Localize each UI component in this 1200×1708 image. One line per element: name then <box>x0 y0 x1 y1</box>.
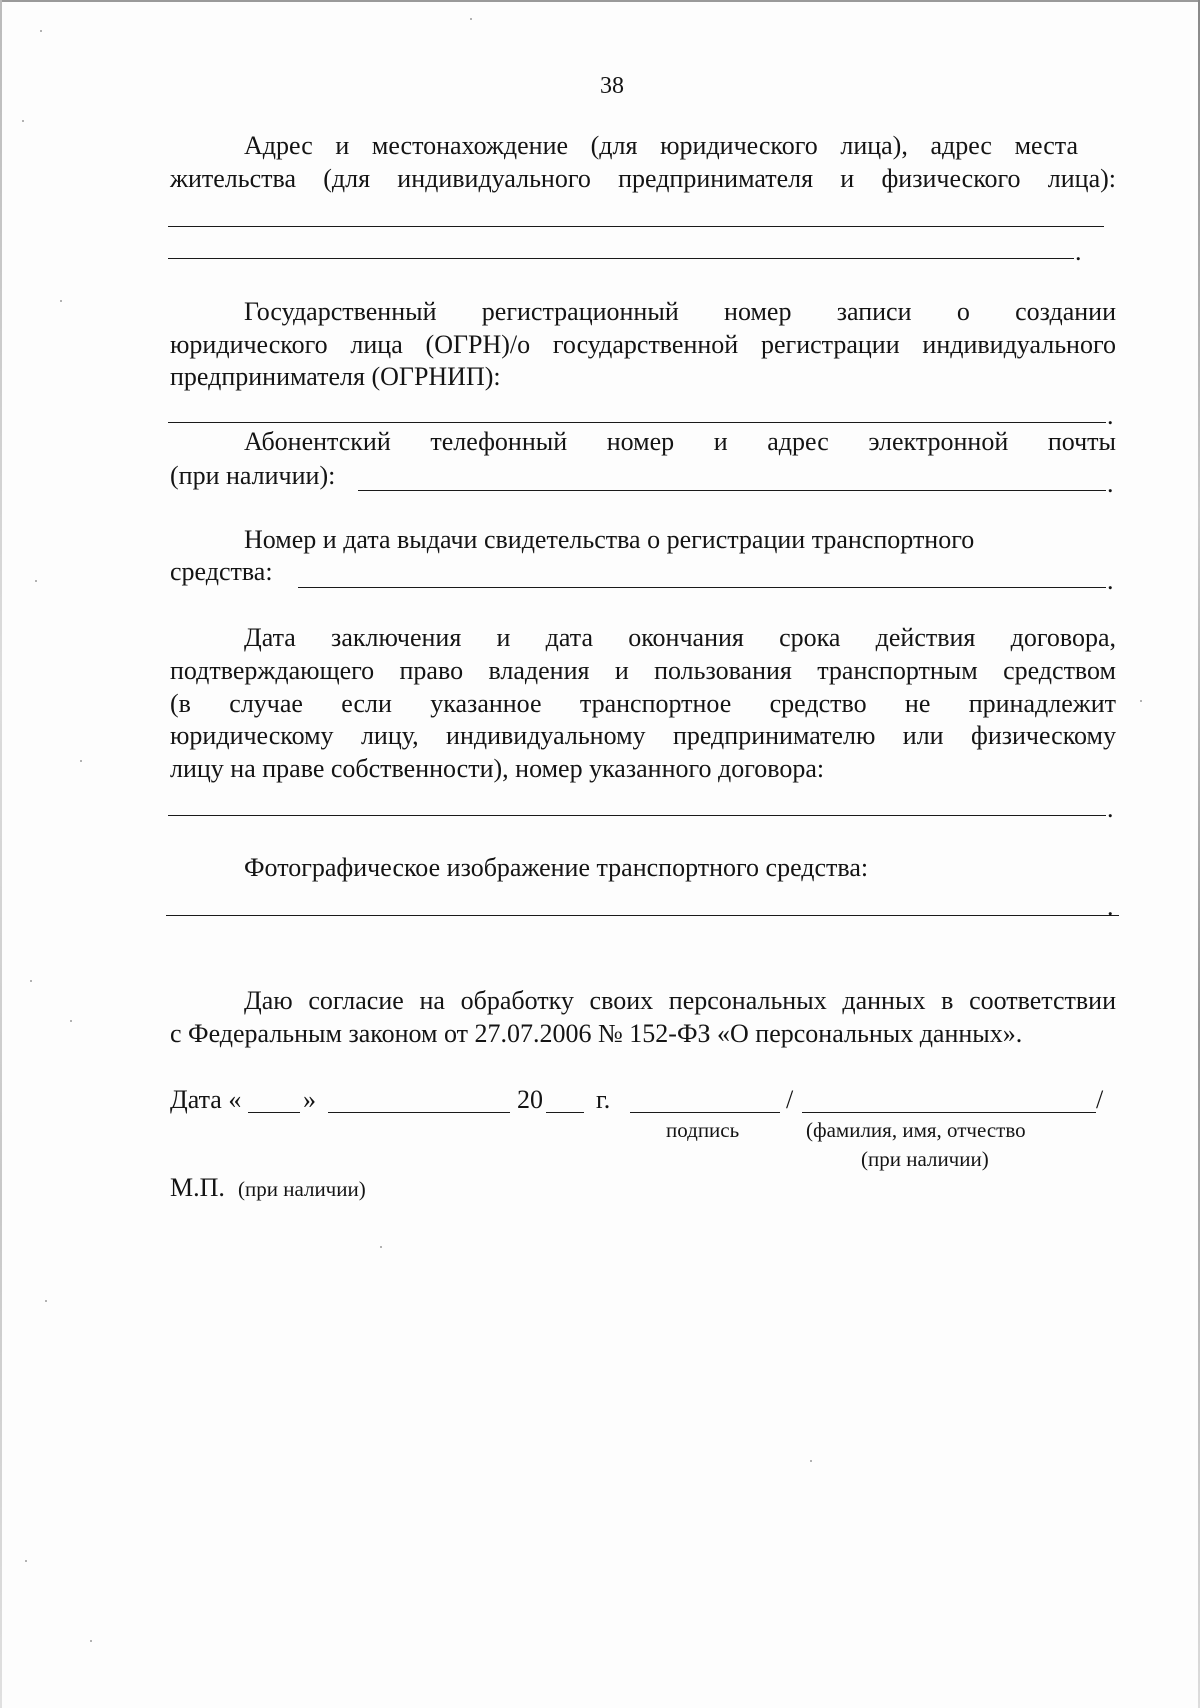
scan-edge <box>0 0 2 1708</box>
contract-line-2: подтверждающего право владения и пользования транспортным средством <box>170 656 1116 685</box>
date-quote-close: » <box>303 1085 316 1114</box>
address-field-2[interactable] <box>168 258 1074 259</box>
scan-speck <box>40 30 42 32</box>
registration-line-1: Номер и дата выдачи свидетельства о регистрации транспортного <box>244 525 975 554</box>
scan-speck <box>30 980 32 982</box>
scan-speck <box>60 300 62 302</box>
year-suffix: г. <box>596 1085 611 1114</box>
field-terminator: . <box>1107 794 1114 823</box>
scan-speck <box>45 1300 47 1302</box>
date-label: Дата « <box>170 1085 242 1114</box>
date-year-field[interactable] <box>546 1112 584 1113</box>
year-prefix: 20 <box>517 1085 543 1114</box>
contract-line-3: (в случае если указанное транспортное средство не принадлежит <box>170 689 1116 718</box>
phone-line-2: (при наличии): <box>170 461 336 490</box>
slash-separator: / <box>1096 1085 1104 1114</box>
slash-separator: / <box>786 1085 794 1114</box>
signature-caption: подпись <box>666 1118 740 1142</box>
stamp-label: М.П. <box>170 1173 225 1202</box>
scan-speck <box>810 1460 812 1462</box>
registration-field[interactable] <box>298 587 1106 588</box>
full-name-field[interactable] <box>802 1112 1096 1113</box>
address-line-1: Адрес и местонахождение (для юридического лица), адрес места <box>244 131 1078 160</box>
photo-field[interactable] <box>166 915 1119 916</box>
consent-line-2: с Федеральным законом от 27.07.2006 № 152-ФЗ «О персональных данных». <box>170 1019 1023 1048</box>
ogrn-field[interactable] <box>168 422 1106 423</box>
scan-speck <box>1140 700 1142 702</box>
contract-field[interactable] <box>168 815 1106 816</box>
field-terminator: . <box>1075 237 1082 266</box>
contract-line-1: Дата заключения и дата окончания срока действия договора, <box>244 623 1116 652</box>
ogrn-line-3: предпринимателя (ОГРНИП): <box>170 362 501 391</box>
phone-email-field[interactable] <box>358 490 1106 491</box>
scan-speck <box>470 18 472 20</box>
scan-speck <box>80 760 82 762</box>
field-terminator: . <box>1107 401 1114 430</box>
phone-line-1: Абонентский телефонный номер и адрес электронной почты <box>244 427 1116 456</box>
ogrn-line-1: Государственный регистрационный номер записи о создании <box>244 297 1116 326</box>
date-month-field[interactable] <box>328 1112 510 1113</box>
scan-speck <box>35 580 37 582</box>
stamp-note: (при наличии) <box>238 1177 366 1201</box>
scan-edge <box>0 0 1200 2</box>
signature-field[interactable] <box>630 1112 780 1113</box>
name-caption-line-1: (фамилия, имя, отчество <box>806 1118 1026 1142</box>
field-terminator: . <box>1107 469 1114 498</box>
scan-speck <box>70 1020 72 1022</box>
address-field-1[interactable] <box>168 226 1104 227</box>
name-caption-line-2: (при наличии) <box>861 1147 989 1171</box>
photo-line-1: Фотографическое изображение транспортного средства: <box>244 853 869 882</box>
date-day-field[interactable] <box>248 1112 300 1113</box>
contract-line-4: юридическому лицу, индивидуальному предпринимателю или физическому <box>170 721 1116 750</box>
scan-speck <box>22 120 24 122</box>
consent-line-1: Даю согласие на обработку своих персональных данных в соответствии <box>244 986 1116 1015</box>
scan-speck <box>90 1640 92 1642</box>
registration-line-2: средства: <box>170 557 273 586</box>
page-number: 38 <box>600 73 624 99</box>
scan-speck <box>380 1246 382 1248</box>
address-line-2: жительства (для индивидуального предпринимателя и физического лица): <box>170 164 1116 193</box>
scan-speck <box>25 1560 27 1562</box>
field-terminator: . <box>1107 566 1114 595</box>
ogrn-line-2: юридического лица (ОГРН)/о государственной регистрации индивидуального <box>170 330 1116 359</box>
field-terminator: . <box>1107 892 1114 921</box>
contract-line-5: лицу на праве собственности), номер указанного договора: <box>170 754 825 783</box>
